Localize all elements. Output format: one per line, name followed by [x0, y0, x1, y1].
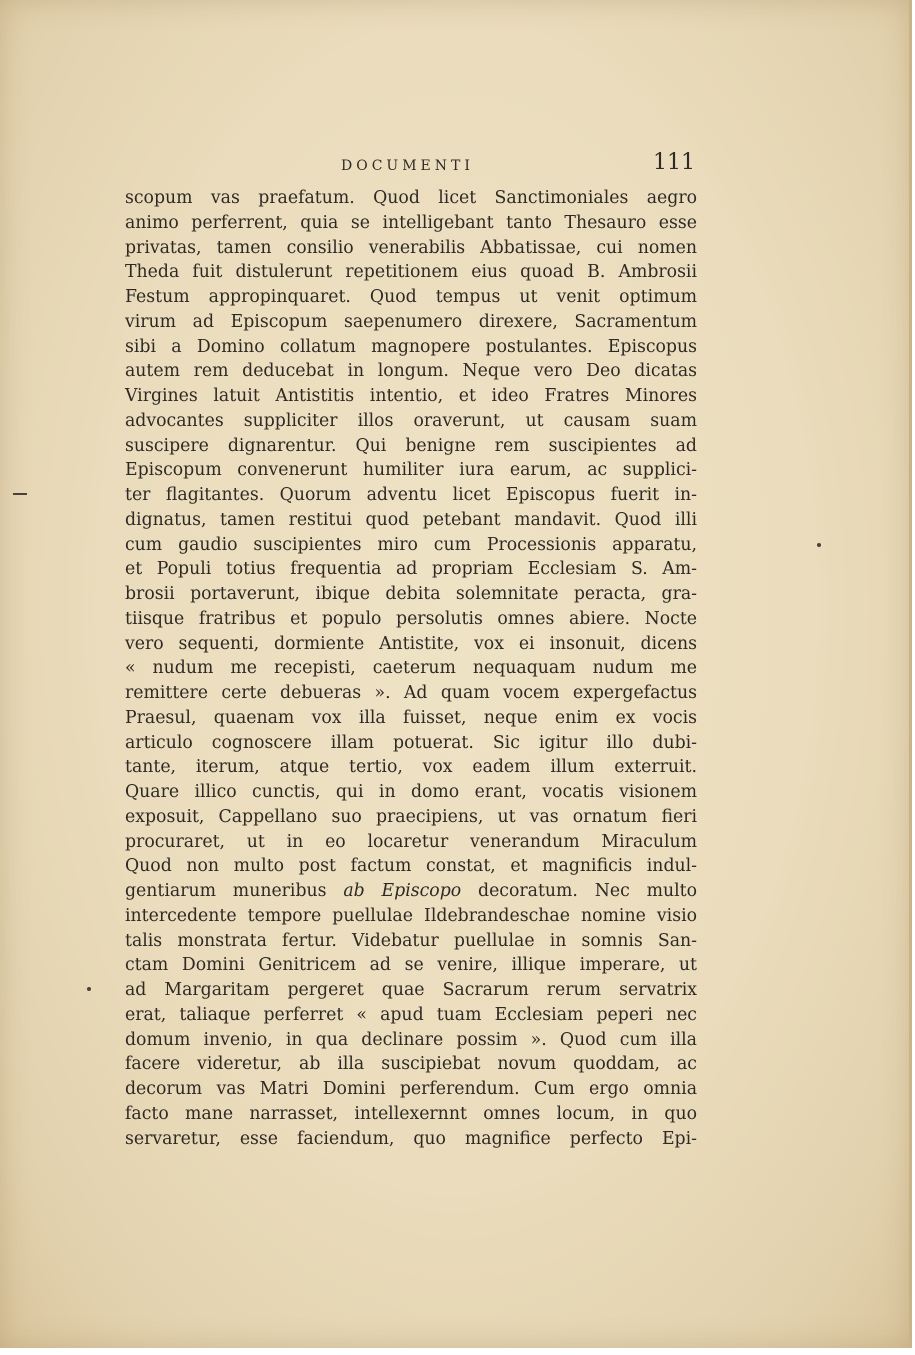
text-line: erat, taliaque perferret « apud tuam Ecclesiam peperi nec — [125, 1004, 697, 1025]
text-line: sibi a Domino collatum magnopere postulantes. Episcopus — [125, 336, 697, 357]
text-line: advocantes suppliciter illos oraverunt, ut causam suam — [125, 410, 697, 431]
text-line: remittere certe debueras ». Ad quam vocem expergefactus — [125, 683, 697, 703]
text-line-with-italic — [125, 879, 697, 904]
text-line: Virgines latuit Antistitis intentio, et ideo Fratres Minores — [125, 386, 697, 406]
text-line: facere videretur, ab illa suscipiebat novum quoddam, ac — [125, 1054, 697, 1075]
text-line: autem rem deducebat in longum. Neque vero Deo dicatas — [125, 361, 697, 382]
text-line: talis monstrata fertur. Videbatur puellulae in somnis San- — [125, 930, 697, 951]
text-line: brosii portaverunt, ibique debita solemnitate peracta, gra- — [125, 584, 697, 604]
text-line: domum invenio, in qua declinare possim ». Quod cum illa — [125, 1029, 697, 1050]
italic-phrase: ab Episcopo — [343, 881, 462, 901]
text-line: procuraret, ut in eo locaretur venerandum Miraculum — [125, 831, 697, 852]
text-line: Quare illico cunctis, qui in domo erant, vocatis visionem — [125, 782, 697, 802]
text-line: Theda fuit distulerunt repetitionem eius quoad B. Ambrosii — [125, 262, 697, 283]
text-line: privatas, tamen consilio venerabilis Abbatissae, cui nomen — [125, 237, 697, 258]
text-line: animo perferrent, quia se intelligebant tanto Thesauro esse — [125, 212, 697, 233]
text-line: decorum vas Matri Domini perferendum. Cum ergo omnia — [125, 1079, 697, 1099]
text-line: tante, iterum, atque tertio, vox eadem illum exterruit. — [125, 757, 697, 778]
page-number: 111 — [653, 150, 695, 175]
page-header — [125, 150, 697, 180]
text-line: et Populi totius frequentia ad propriam Ecclesiam S. Am- — [125, 559, 697, 580]
text-segment: decoratum. Nec multo — [461, 881, 697, 901]
ink-speck — [817, 543, 821, 547]
text-line: Praesul, quaenam vox illa fuisset, neque enim ex vocis — [125, 707, 697, 728]
text-line: scopum vas praefatum. Quod licet Sanctimoniales aegro — [125, 188, 697, 208]
text-line: intercedente tempore puellulae Ildebrandeschae nomine visio — [125, 905, 697, 926]
margin-mark — [13, 493, 27, 495]
text-line: Episcopum convenerunt humiliter iura earum, ac supplici- — [125, 460, 697, 481]
text-segment: gentiarum muneribus — [125, 881, 344, 901]
text-line: ter flagitantes. Quorum adventu licet Episcopus fuerit in- — [125, 485, 697, 505]
text-line: suscipere dignarentur. Qui benigne rem suscipientes ad — [125, 435, 697, 456]
text-line: virum ad Episcopum saepenumero direxere, Sacramentum — [125, 311, 697, 332]
text-line: cum gaudio suscipientes miro cum Processionis apparatu, — [125, 534, 697, 555]
text-line: Festum appropinquaret. Quod tempus ut venit optimum — [125, 287, 697, 307]
text-line: tiisque fratribus et populo persolutis omnes abiere. Nocte — [125, 608, 697, 629]
text-line: servaretur, esse faciendum, quo magnifice perfecto Epi- — [125, 1128, 697, 1149]
body-text — [125, 186, 697, 1151]
running-head: DOCUMENTI — [341, 158, 474, 174]
text-line: ad Margaritam pergeret quae Sacrarum rerum servatrix — [125, 980, 697, 1000]
text-line: ctam Domini Genitricem ad se venire, illique imperare, ut — [125, 955, 697, 976]
ink-speck — [87, 987, 91, 991]
text-line: exposuit, Cappellano suo praecipiens, ut vas ornatum fieri — [125, 806, 697, 827]
text-line: vero sequenti, dormiente Antistite, vox ei insonuit, dicens — [125, 633, 697, 654]
text-line: dignatus, tamen restitui quod petebant mandavit. Quod illi — [125, 509, 697, 530]
text-line: Quod non multo post factum constat, et magnificis indul- — [125, 856, 697, 877]
text-line: facto mane narrasset, intellexernnt omnes locum, in quo — [125, 1103, 697, 1124]
text-line: articulo cognoscere illam potuerat. Sic igitur illo dubi- — [125, 732, 697, 753]
text-line: « nudum me recepisti, caeterum nequaquam nudum me — [125, 658, 697, 679]
